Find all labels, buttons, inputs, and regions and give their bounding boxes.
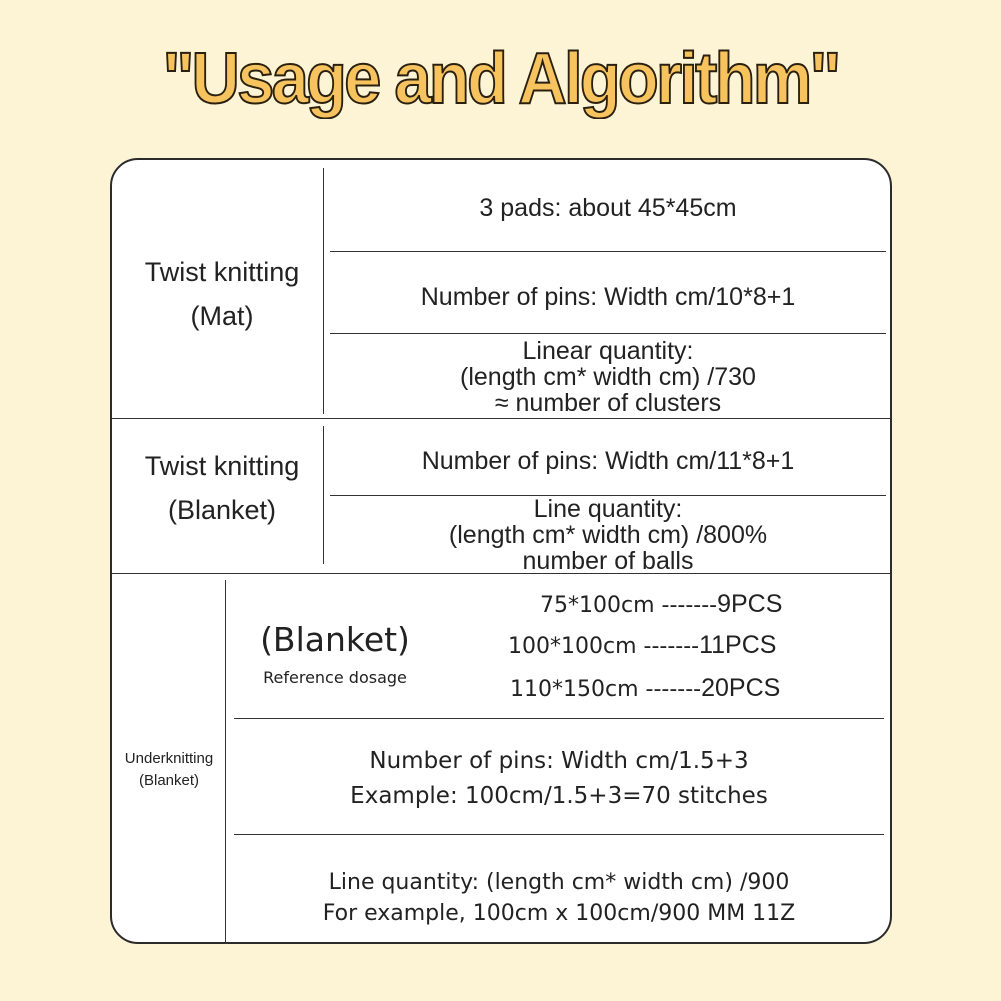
mat-label-line2: (Mat) — [190, 301, 254, 331]
under-qty-line2: For example, 100cm x 100cm/900 MM 11Z — [322, 901, 796, 926]
mat-linear-quantity — [330, 338, 886, 416]
under-label — [114, 748, 224, 792]
mat-label — [122, 250, 322, 338]
dosage-row — [540, 590, 782, 619]
divider — [323, 168, 324, 414]
blanket-pins: Number of pins: Width cm/11*8+1 — [421, 447, 795, 475]
dosage-size: 75*100cm — [540, 593, 655, 618]
dosage-size: 110*150cm — [510, 677, 639, 702]
mat-linear-line1: Linear quantity: — [522, 337, 694, 365]
blanket-line-line1: Line quantity: — [533, 495, 683, 523]
section-divider — [112, 418, 890, 419]
dosage-qty: 20PCS — [701, 674, 781, 702]
usage-table — [110, 158, 892, 944]
mat-linear-line3: ≈ number of clusters — [494, 389, 722, 417]
dosage-row — [510, 674, 780, 703]
blanket-line-line3: number of balls — [522, 547, 694, 575]
mat-label-line1: Twist knitting — [144, 257, 300, 287]
dosage-row — [508, 631, 776, 660]
divider — [234, 834, 884, 835]
blanket-label — [122, 444, 322, 532]
blanket-line-quantity — [330, 496, 886, 574]
under-label-line1: Underknitting — [124, 750, 214, 767]
divider — [330, 333, 886, 334]
section-divider — [112, 573, 890, 574]
dosage-size: 100*100cm — [508, 634, 637, 659]
blanket-label-line2: (Blanket) — [167, 495, 277, 525]
under-pins-line2: Example: 100cm/1.5+3=70 stitches — [350, 783, 768, 809]
dosage-dashes: ------- — [643, 634, 700, 659]
dosage-qty: 9PCS — [717, 590, 783, 618]
reference-title: (Blanket) — [260, 620, 410, 659]
mat-pins: Number of pins: Width cm/10*8+1 — [420, 283, 796, 311]
divider — [330, 251, 886, 252]
mat-linear-line2: (length cm* width cm) /730 — [460, 363, 756, 391]
under-pins-line1: Number of pins: Width cm/1.5+3 — [369, 748, 749, 774]
blanket-line-line2: (length cm* width cm) /800% — [448, 521, 768, 549]
under-label-line2: (Blanket) — [138, 772, 200, 789]
divider — [323, 426, 324, 564]
under-pins — [234, 744, 884, 814]
mat-pads: 3 pads: about 45*45cm — [479, 194, 737, 222]
dosage-dashes: ------- — [661, 593, 718, 618]
page-title: "Usage and Algorithm" — [162, 39, 839, 119]
dosage-qty: 11PCS — [699, 631, 777, 659]
blanket-label-line1: Twist knitting — [144, 451, 300, 481]
under-line-quantity — [234, 867, 884, 929]
divider — [234, 718, 884, 719]
reference-caption: Reference dosage — [263, 668, 407, 687]
dosage-dashes: ------- — [645, 677, 702, 702]
under-qty-line1: Line quantity: (length cm* width cm) /900 — [328, 870, 790, 895]
divider — [225, 580, 226, 944]
